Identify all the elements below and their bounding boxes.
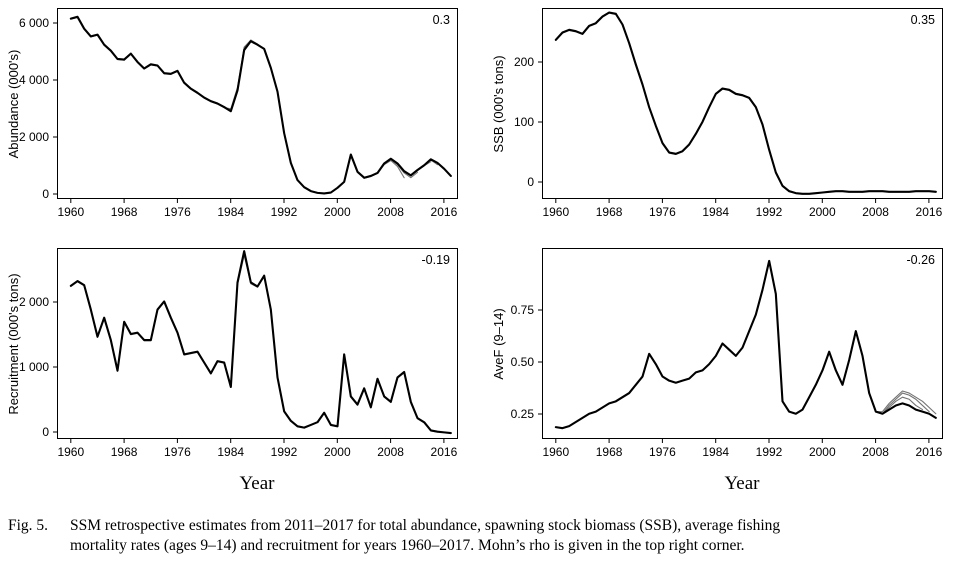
mohns-rho-annotation: 0.35 [910, 13, 935, 27]
x-axis-ticks [57, 199, 457, 220]
y-axis-title: Recruitment (000's tons) [6, 273, 21, 415]
y-axis-title: AveF (9–14) [491, 308, 506, 380]
abundance-plot [0, 0, 490, 250]
y-axis-ticks [19, 16, 58, 201]
ssb-plot-area [491, 9, 943, 220]
x-tick-1992: 1992 [270, 445, 298, 459]
x-tick-2016: 2016 [430, 205, 458, 219]
series-line-retrospective [71, 17, 431, 193]
abundance-plot-area [6, 9, 458, 220]
y-tick-0: 0.25 [510, 407, 534, 421]
recruitment-plot-area [6, 249, 458, 495]
y-axis-ticks [514, 55, 543, 189]
y-tick-0: 0 [42, 425, 49, 439]
x-axis-title: Year [239, 473, 275, 494]
y-tick-1: 2 000 [18, 130, 49, 144]
panel-abundance [0, 0, 490, 250]
caption-line-1: SSM retrospective estimates from 2011–2017 for total abundance, spawning stock biomass (SSB), average fishing [70, 517, 781, 534]
panel-recruitment [0, 240, 490, 505]
x-tick-1960: 1960 [57, 205, 85, 219]
y-tick-2: 2 000 [18, 295, 49, 309]
plot-frame [543, 249, 943, 439]
y-axis-title: SSB (000's tons) [491, 55, 506, 153]
series-line-terminal [71, 251, 451, 433]
avef-plot-area [491, 249, 943, 495]
series-group [71, 17, 451, 194]
x-tick-1968: 1968 [110, 205, 138, 219]
plot-frame [58, 9, 458, 199]
x-tick-1984: 1984 [702, 445, 730, 459]
x-tick-2000: 2000 [808, 445, 836, 459]
series-line-terminal [556, 261, 936, 428]
x-tick-1976: 1976 [649, 445, 676, 459]
series-group [556, 13, 936, 194]
series-line-terminal [556, 13, 936, 194]
caption-line-2: mortality rates (ages 9–14) and recruitment for years 1960–2017. Mohn’s rho is given in the top right corner. [70, 537, 745, 555]
x-tick-2008: 2008 [862, 205, 889, 219]
y-tick-1: 0.50 [510, 355, 534, 369]
y-tick-1: 100 [513, 115, 534, 129]
x-axis-ticks [542, 199, 942, 220]
x-tick-2000: 2000 [808, 205, 836, 219]
x-tick-1960: 1960 [542, 205, 570, 219]
x-tick-1984: 1984 [217, 205, 245, 219]
ssb-plot [485, 0, 975, 250]
x-tick-1976: 1976 [649, 205, 676, 219]
mohns-rho-annotation: 0.3 [432, 13, 450, 27]
x-tick-1968: 1968 [595, 445, 623, 459]
series-group [71, 251, 451, 433]
x-tick-1976: 1976 [164, 205, 191, 219]
series-line-retrospective [71, 17, 418, 193]
y-tick-2: 200 [513, 55, 534, 69]
x-tick-2016: 2016 [430, 445, 458, 459]
avef-plot [485, 240, 975, 505]
y-tick-2: 4 000 [18, 73, 49, 87]
x-tick-1992: 1992 [755, 445, 783, 459]
x-tick-2008: 2008 [862, 445, 889, 459]
x-axis-ticks [542, 439, 942, 460]
x-tick-2000: 2000 [323, 205, 351, 219]
series-line-retrospective [71, 255, 438, 432]
x-tick-1968: 1968 [595, 205, 623, 219]
x-tick-1960: 1960 [542, 445, 570, 459]
plot-frame [58, 249, 458, 439]
panel-ssb [485, 0, 975, 250]
plot-frame [543, 9, 943, 199]
x-tick-2008: 2008 [377, 445, 404, 459]
series-line-terminal [71, 17, 451, 194]
x-tick-1960: 1960 [57, 445, 85, 459]
x-axis-ticks [57, 439, 457, 460]
y-axis-title: Abundance (000's) [6, 49, 21, 159]
x-axis-title: Year [724, 473, 760, 494]
y-tick-2: 0.75 [510, 303, 534, 317]
recruitment-plot [0, 240, 490, 505]
y-tick-1: 1 000 [18, 360, 49, 374]
y-axis-ticks [511, 303, 543, 421]
x-tick-2016: 2016 [915, 205, 943, 219]
panel-avef [485, 240, 975, 505]
x-tick-1992: 1992 [755, 205, 783, 219]
y-tick-0: 0 [527, 175, 534, 189]
caption-label: Fig. 5. [8, 517, 49, 534]
series-group [556, 261, 936, 428]
x-tick-2016: 2016 [915, 445, 943, 459]
y-tick-3: 6 000 [18, 16, 49, 30]
figure-caption [8, 516, 966, 557]
y-axis-ticks [19, 295, 58, 439]
series-line-retrospective [556, 13, 923, 194]
x-tick-2000: 2000 [323, 445, 351, 459]
mohns-rho-annotation: -0.26 [906, 253, 935, 267]
series-line-retrospective [71, 17, 404, 193]
x-tick-2008: 2008 [377, 205, 404, 219]
mohns-rho-annotation: -0.19 [421, 253, 450, 267]
x-tick-1968: 1968 [110, 445, 138, 459]
y-tick-0: 0 [42, 187, 49, 201]
x-tick-1984: 1984 [217, 445, 245, 459]
x-tick-1984: 1984 [702, 205, 730, 219]
x-tick-1976: 1976 [164, 445, 191, 459]
x-tick-1992: 1992 [270, 205, 298, 219]
